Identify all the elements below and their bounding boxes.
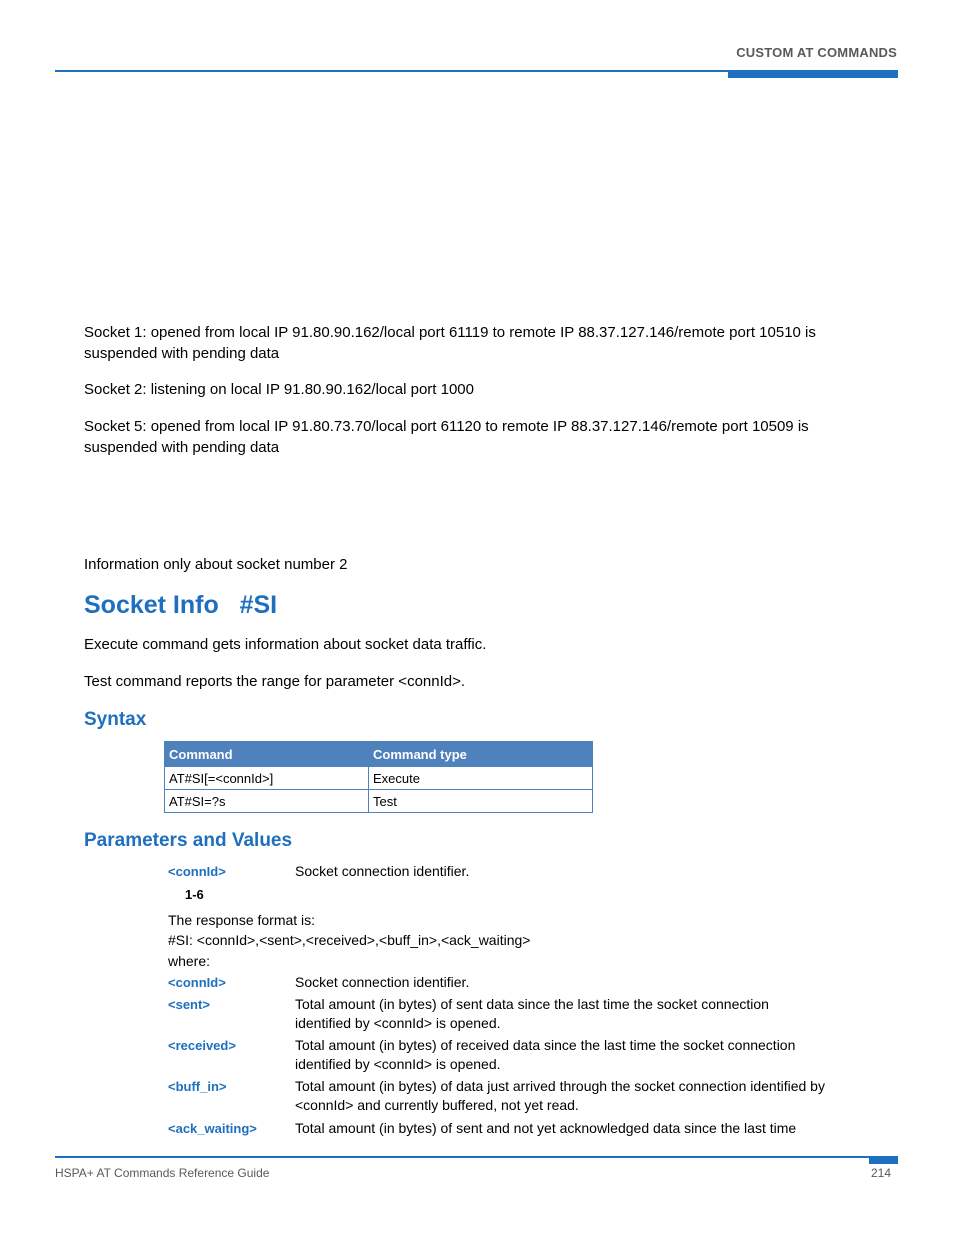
command-cell: AT#SI=?s bbox=[165, 790, 369, 813]
param-name-received: <received> bbox=[168, 1038, 236, 1053]
info-only-note: Information only about socket number 2 bbox=[84, 556, 348, 573]
command-type-cell: Execute bbox=[369, 767, 593, 790]
parameters-heading: Parameters and Values bbox=[84, 830, 293, 851]
table-row bbox=[165, 767, 593, 790]
param-desc-buff-in: Total amount (in bytes) of data just arrived through the socket connection identified by <connId> and currently buffered, not yet read. bbox=[295, 1078, 825, 1113]
header-accent-block bbox=[728, 70, 898, 78]
running-header: CUSTOM AT COMMANDS bbox=[736, 45, 897, 60]
param-desc-connid: Socket connection identifier. bbox=[295, 974, 470, 990]
param-desc-ack-waiting: Total amount (in bytes) of sent and not yet acknowledged data since the last time bbox=[295, 1120, 797, 1136]
response-format: #SI: <connId>,<sent>,<received>,<buff_in>,<ack_waiting> bbox=[168, 932, 531, 948]
param-name-connid: <connId> bbox=[168, 975, 226, 990]
footer-rule bbox=[55, 1156, 898, 1158]
command-type-cell: Test bbox=[369, 790, 593, 813]
socket1-description: Socket 1: opened from local IP 91.80.90.162/local port 61119 to remote IP 88.37.127.146/remote port 10510 is suspended with pending data bbox=[84, 324, 816, 362]
socket5-description: Socket 5: opened from local IP 91.80.73.70/local port 61120 to remote IP 88.37.127.146/remote port 10509 is suspended with pending data bbox=[84, 418, 809, 456]
param-name-ack-waiting: <ack_waiting> bbox=[168, 1121, 257, 1136]
param-name-connid: <connId> bbox=[168, 864, 226, 879]
syntax-heading: Syntax bbox=[84, 709, 147, 730]
param-name-buff-in: <buff_in> bbox=[168, 1079, 227, 1094]
command-cell: AT#SI[=<connId>] bbox=[165, 767, 369, 790]
response-intro: The response format is: bbox=[168, 912, 316, 928]
table-header-row bbox=[165, 742, 593, 767]
param-desc-received: Total amount (in bytes) of received data since the last time the socket connection identified by <connId> is opened. bbox=[295, 1037, 796, 1072]
column-header: Command bbox=[165, 742, 369, 767]
execute-description: Execute command gets information about socket data traffic. bbox=[84, 636, 487, 653]
test-description: Test command reports the range for parameter <connId>. bbox=[84, 673, 466, 690]
column-header: Command type bbox=[369, 742, 593, 767]
param-desc-sent: Total amount (in bytes) of sent data since the last time the socket connection identified by <connId> is opened. bbox=[295, 996, 769, 1031]
socket2-description: Socket 2: listening on local IP 91.80.90.162/local port 1000 bbox=[84, 381, 474, 398]
footer-accent-block bbox=[869, 1156, 898, 1164]
table-row bbox=[165, 790, 593, 813]
param-name-sent: <sent> bbox=[168, 997, 210, 1012]
connid-range-value: 1-6 bbox=[185, 887, 204, 902]
syntax-table bbox=[164, 741, 593, 813]
section-title: Socket Info #SI bbox=[84, 591, 278, 619]
param-desc-connid: Socket connection identifier. bbox=[295, 863, 470, 879]
page-number: 214 bbox=[870, 1166, 891, 1180]
footer-document-title: HSPA+ AT Commands Reference Guide bbox=[55, 1166, 270, 1180]
where-label: where: bbox=[168, 953, 211, 969]
